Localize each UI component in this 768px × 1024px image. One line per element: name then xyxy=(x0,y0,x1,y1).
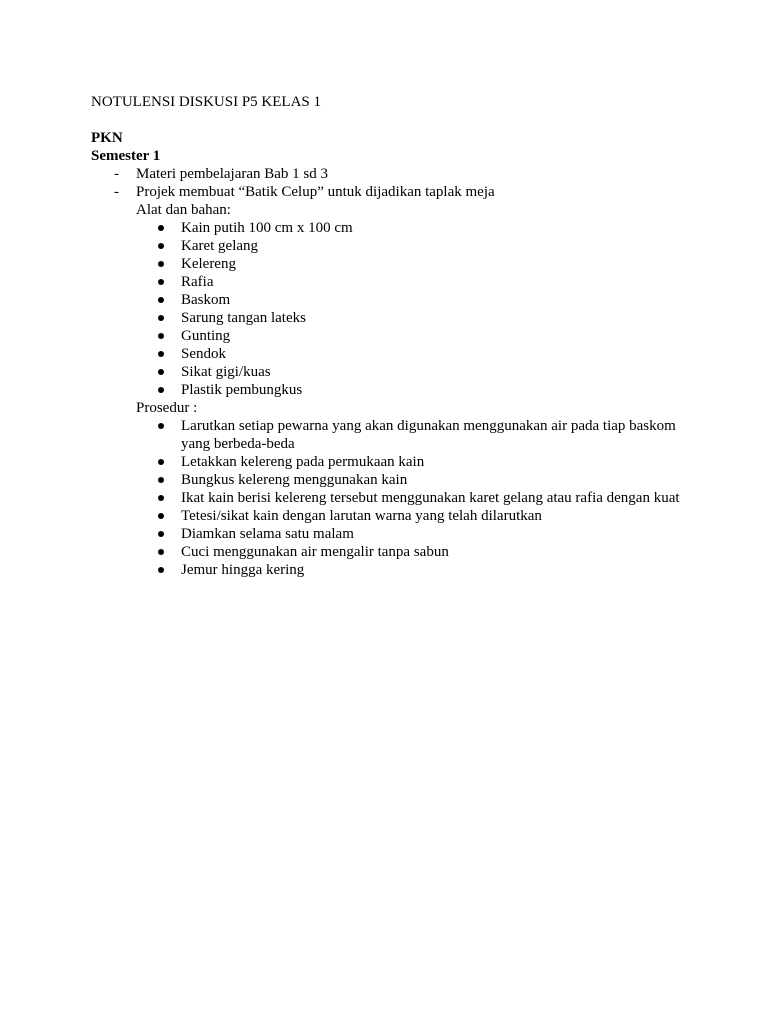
list-item xyxy=(91,561,691,579)
list-item xyxy=(91,417,691,453)
materials-list xyxy=(91,219,691,399)
procedure-text: Diamkan selama satu malam xyxy=(181,526,354,542)
procedure-text: Tetesi/sikat kain dengan larutan warna yang telah dilarutkan xyxy=(181,508,542,524)
point-text: Materi pembelajaran Bab 1 sd 3 xyxy=(136,166,329,182)
dash-marker: - xyxy=(114,184,119,200)
procedure-text: Letakkan kelereng pada permukaan kain xyxy=(181,454,425,470)
main-points-list xyxy=(91,165,691,201)
list-item xyxy=(91,489,691,507)
procedure-list xyxy=(91,417,691,579)
bullet-icon xyxy=(158,495,164,501)
procedure-text: Jemur hingga kering xyxy=(181,562,305,578)
list-item xyxy=(91,255,691,273)
procedure-text: Ikat kain berisi kelereng tersebut menggunakan karet gelang atau rafia dengan kuat xyxy=(181,490,680,506)
dash-marker: - xyxy=(114,166,119,182)
material-text: Sendok xyxy=(181,346,226,362)
list-item xyxy=(91,165,691,183)
bullet-icon xyxy=(158,351,164,357)
list-item xyxy=(91,219,691,237)
bullet-icon xyxy=(158,225,164,231)
bullet-icon xyxy=(158,531,164,537)
material-text: Gunting xyxy=(181,328,231,344)
bullet-icon xyxy=(158,243,164,249)
procedure-text: Bungkus kelereng menggunakan kain xyxy=(181,472,408,488)
material-text: Karet gelang xyxy=(181,238,259,254)
subject-heading: PKN xyxy=(91,130,123,146)
list-item xyxy=(91,543,691,561)
list-item xyxy=(91,345,691,363)
material-text: Rafia xyxy=(181,274,214,290)
material-text: Baskom xyxy=(181,292,231,308)
bullet-icon xyxy=(158,315,164,321)
bullet-icon xyxy=(158,567,164,573)
procedure-text: Cuci menggunakan air mengalir tanpa sabun xyxy=(181,544,449,560)
point-text: Projek membuat “Batik Celup” untuk dijadikan taplak meja xyxy=(136,184,495,200)
list-item xyxy=(91,309,691,327)
bullet-icon xyxy=(158,423,164,429)
material-text: Kain putih 100 cm x 100 cm xyxy=(181,220,353,236)
material-text: Plastik pembungkus xyxy=(181,382,303,398)
list-item xyxy=(91,381,691,399)
bullet-icon xyxy=(158,297,164,303)
list-item xyxy=(91,453,691,471)
bullet-icon xyxy=(158,279,164,285)
document-page xyxy=(91,93,691,579)
procedure-text: Larutkan setiap pewarna yang akan digunakan menggunakan air pada tiap baskom yang berbeda-beda xyxy=(181,418,676,452)
list-item xyxy=(91,273,691,291)
bullet-icon xyxy=(158,477,164,483)
bullet-icon xyxy=(158,369,164,375)
bullet-icon xyxy=(158,459,164,465)
list-item xyxy=(91,363,691,381)
list-item xyxy=(91,525,691,543)
bullet-icon xyxy=(158,387,164,393)
semester-heading: Semester 1 xyxy=(91,148,161,164)
material-text: Sarung tangan lateks xyxy=(181,310,306,326)
material-text: Kelereng xyxy=(181,256,236,272)
list-item xyxy=(91,237,691,255)
bullet-icon xyxy=(158,513,164,519)
list-item xyxy=(91,471,691,489)
material-text: Sikat gigi/kuas xyxy=(181,364,271,380)
document-title: NOTULENSI DISKUSI P5 KELAS 1 xyxy=(91,94,322,110)
bullet-icon xyxy=(158,333,164,339)
bullet-icon xyxy=(158,549,164,555)
procedure-heading: Prosedur : xyxy=(136,400,198,416)
bullet-icon xyxy=(158,261,164,267)
list-item xyxy=(91,507,691,525)
materials-heading: Alat dan bahan: xyxy=(136,202,231,218)
list-item xyxy=(91,291,691,309)
list-item xyxy=(91,327,691,345)
list-item xyxy=(91,183,691,201)
